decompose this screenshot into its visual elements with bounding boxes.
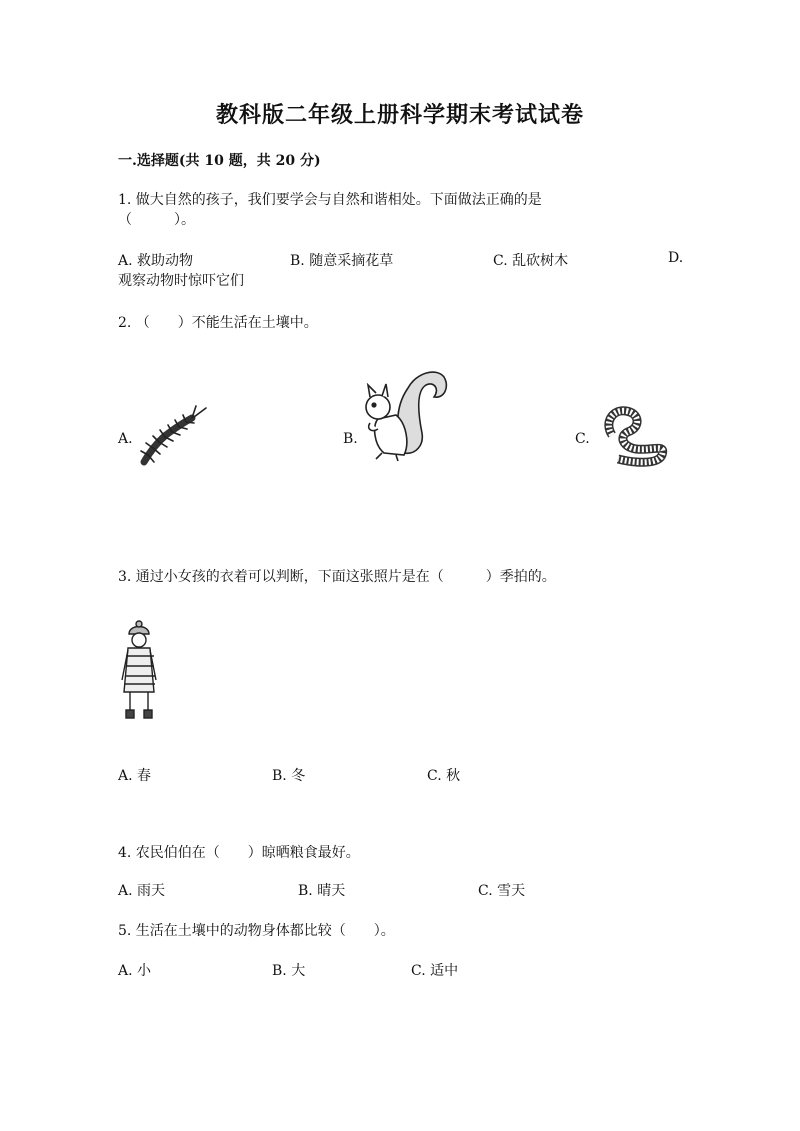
q1-option-c: C. 乱砍树木 — [493, 253, 569, 269]
q1-option-a: A. 救助动物 — [118, 253, 194, 269]
girl-in-winter-coat-icon — [118, 620, 160, 722]
page-title: 教科版二年级上册科学期末考试试卷 — [215, 102, 584, 128]
q3-stem: 3. 通过小女孩的衣着可以判断，下面这张照片是在（ ）季拍的。 — [118, 569, 556, 585]
q5-option-c: C. 适中 — [411, 963, 459, 979]
q2-stem: 2. （ ）不能生活在土壤中。 — [118, 315, 318, 331]
q4-option-a: A. 雨天 — [118, 883, 166, 899]
q1-stem-line1: 1. 做大自然的孩子，我们要学会与自然和谐相处。下面做法正确的是 — [118, 192, 542, 208]
q3-option-a: A. 春 — [118, 768, 152, 784]
q1-option-d-letter: D. — [668, 250, 684, 266]
q1-stem-line2: （ ）。 — [118, 212, 195, 228]
q5-option-a: A. 小 — [118, 963, 152, 979]
q2-option-c: C. — [575, 431, 590, 447]
q2-option-b: B. — [343, 431, 358, 447]
q1-option-d-text: 观察动物时惊吓它们 — [118, 273, 244, 289]
earthworm-icon — [600, 405, 670, 467]
q2-option-a: A. — [118, 431, 133, 447]
q1-option-b: B. 随意采摘花草 — [290, 253, 394, 269]
q3-option-c: C. 秋 — [427, 768, 461, 784]
section-heading: 一.选择题(共 10 题，共 20 分) — [118, 153, 321, 169]
q4-option-c: C. 雪天 — [478, 883, 526, 899]
centipede-icon — [134, 400, 214, 470]
q5-option-b: B. 大 — [272, 963, 306, 979]
q4-option-b: B. 晴天 — [298, 883, 346, 899]
q3-option-b: B. 冬 — [272, 768, 306, 784]
squirrel-icon — [356, 363, 452, 463]
q4-stem: 4. 农民伯伯在（ ）晾晒粮食最好。 — [118, 845, 360, 861]
q5-stem: 5. 生活在土壤中的动物身体都比较（ ）。 — [118, 923, 395, 939]
